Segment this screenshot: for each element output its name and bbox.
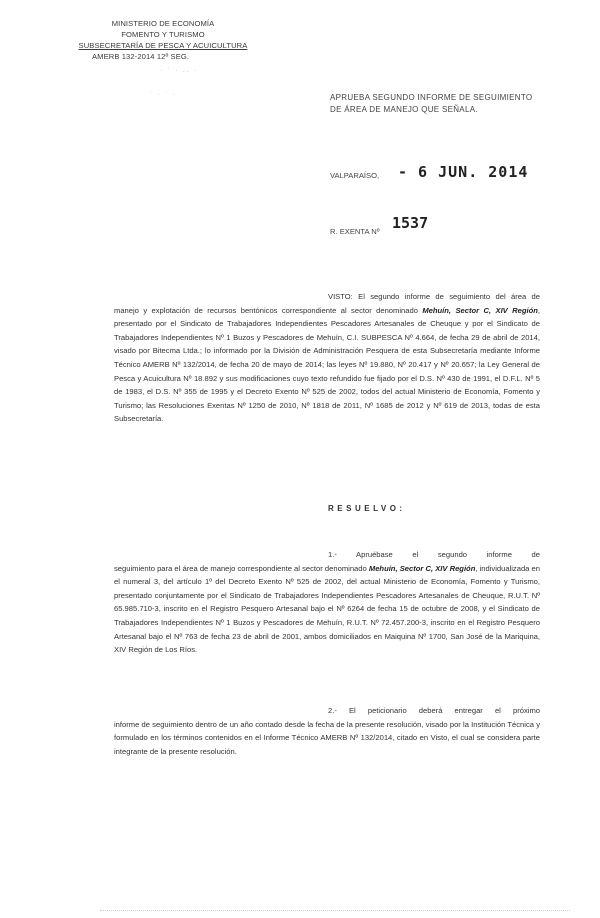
ministry-name: MINISTERIO DE ECONOMÍA — [111, 19, 215, 28]
item-2-text: informe de seguimiento dentro de un año contado desde la fecha de la presente resolución, visado por la Institución Técnica y formulado en los términos contenidos en el Informe Técnico AMERB Nº 132/2014, citado en Visto, el cual se considera parte integrante de la presente resolución. — [114, 719, 540, 756]
exenta-number: 1537 — [392, 214, 429, 232]
item-1-sector: Mehuín, Sector C, XIV Región — [368, 563, 476, 573]
ministry-subname: FOMENTO Y TURISMO — [121, 30, 205, 39]
scan-specks: ˙ · ˙ · — [150, 92, 177, 98]
visto-sector: Mehuín, Sector C, XIV Región — [422, 305, 538, 315]
visto-text-1: El segundo informe de seguimiento del área de manejo y explotación de recursos bentónicos correspondiente al sector denominado — [114, 292, 540, 315]
item-2-label: 2.- El peticionario deberá entregar el próximo — [328, 706, 540, 715]
exenta-label: R. EXENTA Nº — [330, 227, 380, 236]
subject-line-1: APRUEBA SEGUNDO INFORME DE SEGUIMIENTO — [330, 93, 533, 102]
item-2-paragraph — [114, 704, 540, 758]
subject-line-2: DE ÁREA DE MANEJO QUE SEÑALA. — [330, 104, 478, 114]
letterhead — [58, 18, 268, 62]
subsecretaria-name: SUBSECRETARÍA DE PESCA Y ACUICULTURA — [78, 41, 248, 50]
resuelvo-heading: RESUELVO: — [328, 504, 406, 513]
scan-edge-artifact — [100, 910, 570, 911]
date-stamp: - 6 JUN. 2014 — [398, 163, 529, 181]
item-1-paragraph — [114, 548, 540, 657]
item-1-text-2: , individualizada en el numeral 3, del artículo 1º del Decreto Exento Nº 525 de 2002, del actual Ministerio de Economía, Fomento y Turismo, presentado conjuntamente por el Sindicato de Trabajadores Independientes Pescadores Artesanales de Cheuque, R.U.T. Nº 65.985.710-3, inscrito en el Registro Pesquero Artesanal bajo el Nº 6264 de fecha 15 de octubre de 2008, y el Sindicato de Trabajadores Independientes Nº 1 Buzos y Pescadores de Mehuín, R.U.T. Nº 72.457.200-3, inscrito en el Registro Pesquero Artesanal bajo el Nº 763 de fecha 23 de abril de 2001, ambos domiciliados en Maiquina Nº 1700, San José de la Mariquina, XIV Región de Los Ríos. — [114, 563, 540, 655]
item-1-text-1: seguimiento para el área de manejo correspondiente al sector denominado — [114, 563, 369, 573]
item-1-label: 1.- Apruébase el segundo informe de — [328, 550, 540, 559]
visto-text-2: , presentado por el Sindicato de Trabajadores Independientes Pescadores Artesanales de Cheuque y por el Sindicato de Trabajadores Independientes Nº 1 Buzos y Pescadores de Mehuín, C.I. SUBPESCA Nº 4.664, de fecha 29 de abril de 2014, visado por Bitecma Ltda.; lo informado por la División de Administración Pesquera de esta Subsecretaría mediante Informe Técnico AMERB Nº 132/2014, de fecha 20 de mayo de 2014; las leyes Nº 19.880, Nº 20.417 y Nº 20.657; la Ley General de Pesca y Acuicultura Nº 18.892 y sus modificaciones cuyo texto refundido fue fijado por el D.S. Nº 430 de 1991, el D.F.L. Nº 5 de 1983, el D.S. Nº 355 de 1995 y el Decreto Exento Nº 525 de 2002, todos del actual Ministerio de Economía, Fomento y Turismo; las Resoluciones Exentas Nº 1250 de 2010, Nº 1818 de 2011, Nº 1685 de 2012 y Nº 619 de 2013, todas de esta Subsecretaría. — [114, 305, 541, 424]
scan-specks: · ˙ · .. · — [160, 68, 198, 74]
visto-label: VISTO: — [328, 292, 353, 301]
document-subject — [330, 92, 570, 115]
visto-paragraph — [114, 290, 540, 426]
reference-code: AMERB 132-2014 12º SEG. — [92, 52, 190, 61]
place-label: VALPARAÍSO, — [330, 171, 380, 180]
